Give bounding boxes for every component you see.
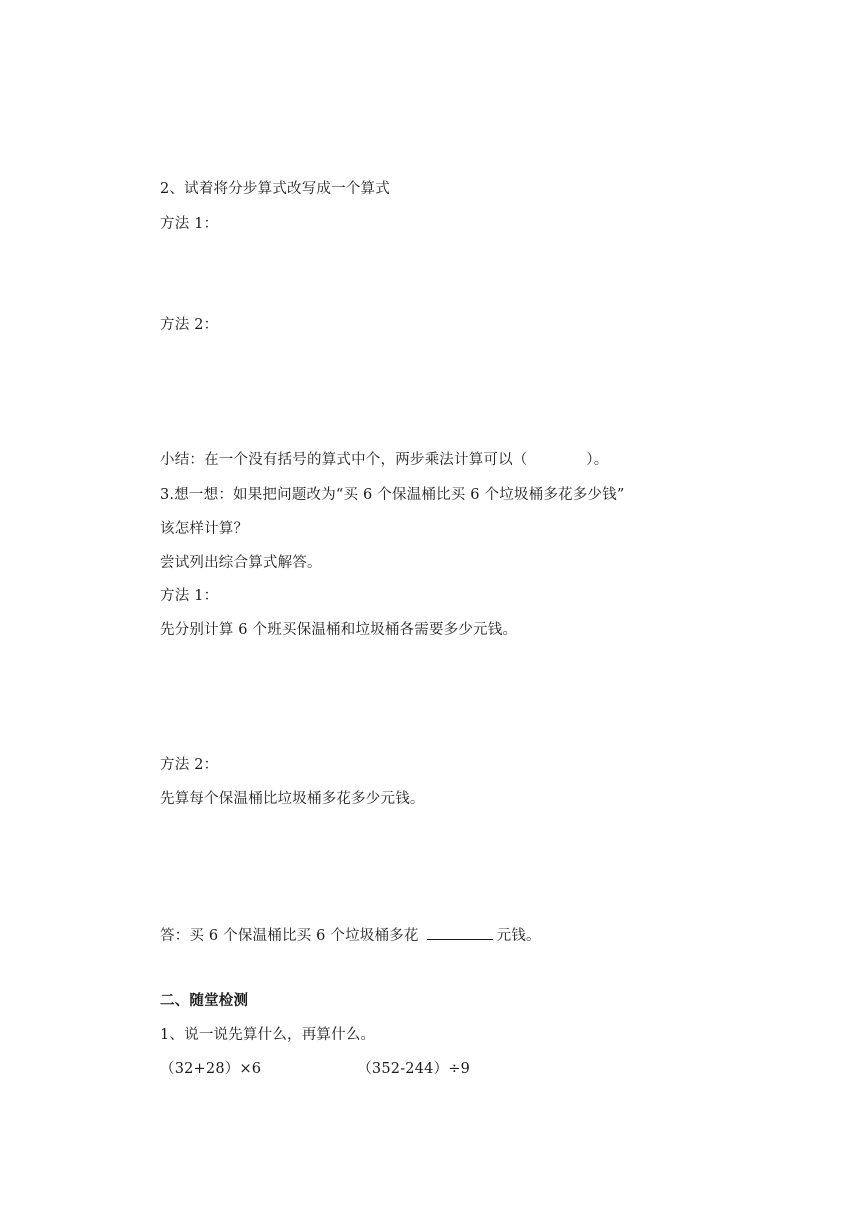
part2-title: 二、随堂检测: [160, 993, 249, 1009]
section3-method1-hint: 先分别计算 6 个班买保温桶和垃圾桶各需要多少元钱。: [160, 622, 518, 638]
section3-method1-label: 方法 1：: [160, 588, 219, 604]
answer-line: [160, 925, 541, 945]
section3-heading-cont: 该怎样计算？: [160, 521, 249, 537]
method1-label: 方法 1：: [160, 216, 219, 232]
section3-instruction: 尝试列出综合算式解答。: [160, 555, 322, 571]
method2-label: 方法 2：: [160, 317, 219, 333]
section3-method2-hint: 先算每个保温桶比垃圾桶多花多少元钱。: [160, 791, 425, 807]
section3-heading: 3.想一想：如果把问题改为“买 6 个保温桶比买 6 个垃圾桶多花多少钱”: [160, 487, 625, 503]
section2-heading: 2、试着将分步算式改写成一个算式: [160, 181, 390, 197]
answer-prefix: 答：买 6 个保温桶比买 6 个垃圾桶多花: [160, 928, 419, 944]
part2-question1: 1、说一说先算什么，再算什么。: [160, 1027, 376, 1043]
answer-blank[interactable]: [427, 925, 493, 940]
summary-text: 小结：在一个没有括号的算式中个，两步乘法计算可以（ ）。: [160, 452, 609, 468]
answer-suffix: 元钱。: [496, 928, 541, 944]
expression-2: （352-244）÷9: [357, 1061, 471, 1077]
expression-1: （32+28）×6: [160, 1061, 262, 1077]
section3-method2-label: 方法 2：: [160, 757, 219, 773]
expression-row: [160, 1060, 470, 1078]
